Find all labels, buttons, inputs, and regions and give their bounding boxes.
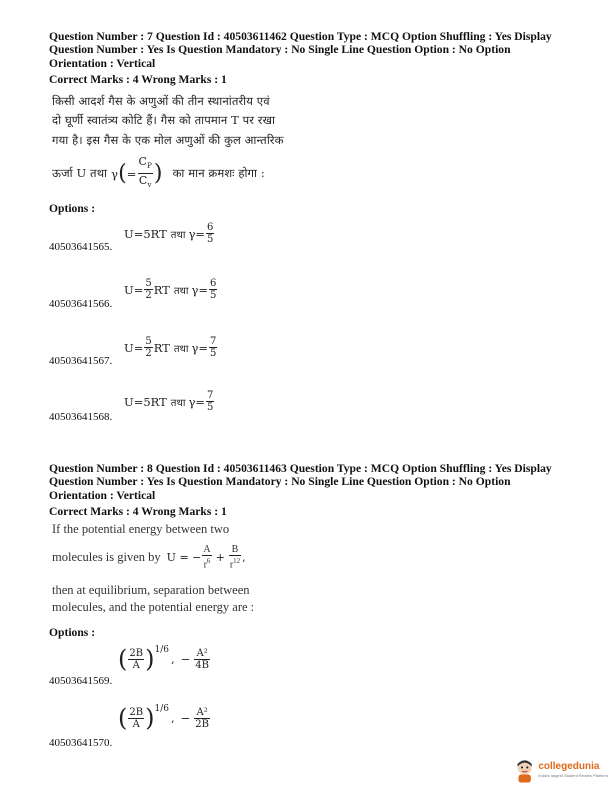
q7-text-line3: गया है। इस गैस के एक मोल अणुओं की कुल आन्तरिक [52,133,284,147]
q8-text-line4: molecules, and the potential energy are : [52,600,255,614]
q7-option-3-formula: U= $\frac{5}{2}$ RT तथा γ= $\frac{7}{5}$ [124,336,217,359]
q7-option-2-id[interactable]: 40503641566. [49,298,113,310]
q7-text-line4 [52,155,265,192]
q7-option-2-formula: U= $\frac{5}{2}$ RT तथा γ= $\frac{6}{5}$ [124,278,217,301]
collegedunia-watermark [514,756,608,786]
q8-a-over-r6: $\frac{A}{r^6}$ [203,544,211,571]
q8-text-line1: If the potential energy between two [52,522,230,536]
q7-paren-close: ) [153,161,163,187]
q8-text-line2: molecules is given by U = − $\frac{A}{r^6}$ + $\frac{B}{r^{12}}$ , [52,544,246,571]
q7-meta-line2: Question Number : Yes Is Question Mandatory : No Single Line Question Option : No Option [49,43,511,56]
q8-u-eq: U = − [166,550,202,564]
q7-option-4-id[interactable]: 40503641568. [49,411,113,423]
q7-eq: = [126,166,137,181]
q8-option-2-formula: ( $\frac{2B}{A}$ ) $^{1/6}$ , − $\frac{\text{A²}}{2B}$ [118,704,209,732]
q7-option-1-id[interactable]: 40503641565. [49,241,113,253]
q7-text-line2: दो घूर्णी स्वातंत्र्य कोटि हैं। गैस को तापमान T पर रखा [52,113,276,127]
q8-marks: Correct Marks : 4 Wrong Marks : 1 [49,505,227,518]
q7-meta-line3: Orientation : Vertical [49,57,156,70]
q7-text-line1: किसी आदर्श गैस के अणुओं की तीन स्थानांतरीय एवं [52,94,270,108]
q8-options-label: Options : [49,626,96,639]
q8-meta-line3: Orientation : Vertical [49,489,156,502]
q8-option-2-id[interactable]: 40503641570. [49,737,113,749]
q8-option-1-id[interactable]: 40503641569. [49,675,113,687]
q7-marks: Correct Marks : 4 Wrong Marks : 1 [49,73,227,86]
q7-paren-open: ( [118,161,127,187]
brand-name: collegedunia [538,761,600,772]
q7-cp-cv-fraction: $\frac{C_P}{C_v}$ [138,155,152,190]
q8-text-line3: then at equilibrium, separation between [52,583,250,597]
mascot-icon [514,757,535,785]
q7-option-1-formula: U=5RT तथा γ= $\frac{6}{5}$ [124,222,214,245]
q8-b-over-r12: $\frac{B}{r^{12}}$ [229,544,241,571]
q7-option-3-id[interactable]: 40503641567. [49,355,113,367]
q8-text-line2a: molecules is given by [52,549,161,564]
q7-text-line4b: का मान क्रमशः होगा : [172,166,265,181]
q7-option-4-formula: U=5RT तथा γ= $\frac{7}{5}$ [124,390,214,413]
q7-meta-line1: Question Number : 7 Question Id : 40503611462 Question Type : MCQ Option Shuffling : Yes Display [49,30,552,43]
brand-tagline: India's largest Student Review Platform [538,773,608,778]
q7-options-label: Options : [49,202,96,215]
q8-meta-line2: Question Number : Yes Is Question Mandatory : No Single Line Question Option : No Option [49,475,511,488]
q8-meta-line1: Question Number : 8 Question Id : 40503611463 Question Type : MCQ Option Shuffling : Yes Display [49,462,552,475]
q8-option-1-formula: ( $\frac{2B}{A}$ ) $^{1/6}$ , − $\frac{\text{A²}}{4B}$ [118,645,209,673]
q7-gamma: γ [111,166,119,181]
q7-text-line4a: ऊर्जा U तथा [52,166,108,181]
